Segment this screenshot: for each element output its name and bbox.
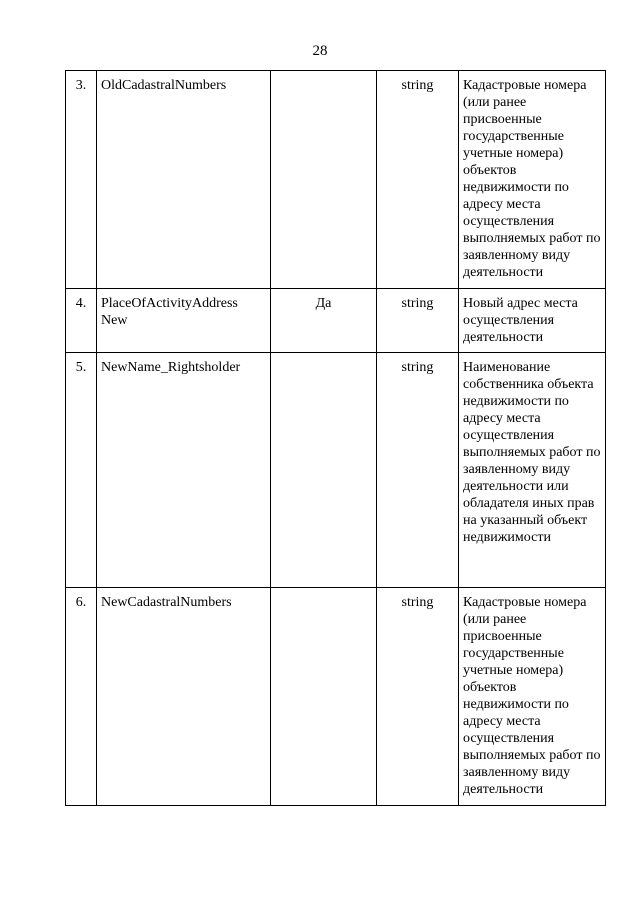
row-number-cell: 3. — [66, 71, 97, 289]
field-name-cell: PlaceOfActivityAddress New — [97, 289, 271, 353]
required-cell: Да — [271, 289, 377, 353]
description-cell: Кадастровые номера (или ранее присвоенные государственные учетные номера) объектов недвижимости по адресу места осуществления выполняемых работ по заявленному виду деятельности — [459, 588, 606, 806]
page-number: 28 — [312, 43, 328, 59]
required-cell — [271, 71, 377, 289]
row-number-cell: 4. — [66, 289, 97, 353]
field-name-cell: NewCadastralNumbers — [97, 588, 271, 806]
table-row — [66, 289, 606, 353]
type-cell: string — [377, 353, 459, 588]
specification-table — [65, 70, 606, 806]
type-cell: string — [377, 71, 459, 289]
description-cell: Наименование собственника объекта недвижимости по адресу места осуществления выполняемых работ по заявленному виду деятельности или обладателя иных прав на указанный объект недвижимости — [459, 353, 606, 588]
table-row — [66, 353, 606, 588]
type-cell: string — [377, 289, 459, 353]
table-row — [66, 588, 606, 806]
required-cell — [271, 353, 377, 588]
required-cell — [271, 588, 377, 806]
row-number-cell: 6. — [66, 588, 97, 806]
type-cell: string — [377, 588, 459, 806]
description-cell: Кадастровые номера (или ранее присвоенные государственные учетные номера) объектов недвижимости по адресу места осуществления выполняемых работ по заявленному виду деятельности — [459, 71, 606, 289]
table-row — [66, 71, 606, 289]
row-number-cell: 5. — [66, 353, 97, 588]
field-name-cell: NewName_Rightsholder — [97, 353, 271, 588]
description-cell: Новый адрес места осуществления деятельности — [459, 289, 606, 353]
field-name-cell: OldCadastralNumbers — [97, 71, 271, 289]
